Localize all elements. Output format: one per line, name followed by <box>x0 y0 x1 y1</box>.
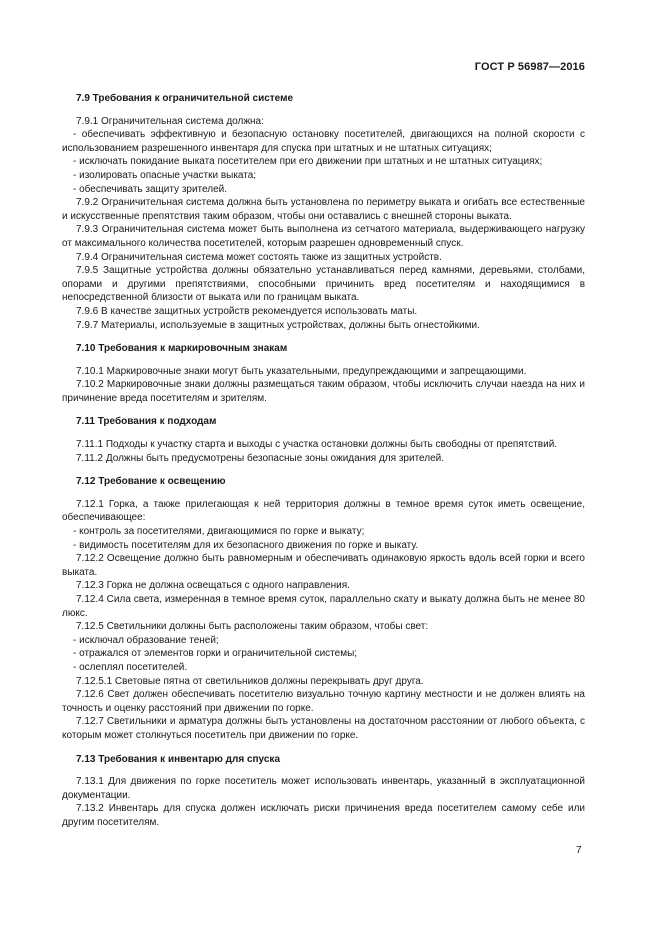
paragraph: 7.12.6 Свет должен обеспечивать посетителю визуально точную картину местности и не должен влиять на точность и оценку расстояний при движении по горке. <box>62 689 585 714</box>
paragraph: 7.12.7 Светильники и арматура должны быть установлены на достаточном расстоянии от любого объекта, с которым может столкнуться посетитель при движении по горке. <box>62 716 585 741</box>
paragraph: 7.13.1 Для движения по горке посетитель может использовать инвентарь, указанный в эксплуатационной документации. <box>62 776 585 801</box>
section <box>62 415 585 465</box>
paragraph: 7.10.2 Маркировочные знаки должны размещаться таким образом, чтобы исключить случаи наезда на них и причинение вреда посетителям и зрителям. <box>62 379 585 404</box>
paragraph: 7.12.5 Светильники должны быть расположены таким образом, чтобы свет: <box>76 621 429 633</box>
section-title: 7.10 Требования к маркировочным знакам <box>76 343 288 355</box>
paragraph: 7.9.2 Ограничительная система должна быть установлена по периметру выката и огибать все естественные и искусственные препятствия таким образом, чтобы они оставались с внешней стороны выката. <box>62 197 585 222</box>
paragraph: 7.11.1 Подходы к участку старта и выходы с участка остановки должны быть свободны от препятствий. <box>76 439 558 451</box>
list-item: - обеспечивать эффективную и безопасную остановку посетителей, двигающихся на полной скорости с использованием разрешенного инвентаря для спуска при штатных и не штатных ситуациях; <box>62 129 585 154</box>
paragraph: 7.9.3 Ограничительная система может быть выполнена из сетчатого материала, выдерживающего нагрузку от максимального количества посетителей, которым разрешен одновременный спуск. <box>62 224 585 249</box>
page-number: 7 <box>576 845 582 856</box>
paragraph: 7.10.1 Маркировочные знаки могут быть указательными, предупреждающими и запрещающими. <box>76 365 527 377</box>
paragraph: 7.12.5.1 Световые пятна от светильников должны перекрывать друг друга. <box>76 675 424 687</box>
paragraph: 7.12.3 Горка не должна освещаться с одного направления. <box>76 580 350 592</box>
document-body <box>62 92 585 840</box>
paragraph: 7.9.1 Ограничительная система должна: <box>76 115 264 127</box>
paragraph: 7.12.1 Горка, а также прилегающая к ней территория должны в темное время суток иметь освещение, обеспечивающее: <box>62 498 585 524</box>
paragraph: 7.9.5 Защитные устройства должны обязательно устанавливаться перед камнями, деревьями, столбами, опорами и другими препятствиями, способными причинить вред посетителям и находящимися в непосредственной близости от выката или по границам выката. <box>62 265 585 304</box>
section-title: 7.13 Требования к инвентарю для спуска <box>76 753 280 765</box>
list-item: - контроль за посетителями, двигающимися по горке и выкату; <box>73 526 365 538</box>
section <box>62 342 585 405</box>
list-item: - ослеплял посетителей. <box>73 661 188 673</box>
list-item: - отражался от элементов горки и ограничительной системы; <box>73 648 358 660</box>
section-title: 7.12 Требование к освещению <box>76 476 226 488</box>
paragraph: 7.12.4 Сила света, измеренная в темное время суток, параллельно скату и выкату должна быть не менее 80 люкс. <box>62 594 585 619</box>
paragraph: 7.12.2 Освещение должно быть равномерным и обеспечивать одинаковую яркость вдоль всей горки и всего выката. <box>62 553 585 578</box>
section <box>62 753 585 830</box>
paragraph: 7.11.2 Должны быть предусмотрены безопасные зоны ожидания для зрителей. <box>76 452 445 464</box>
section-title: 7.9 Требования к ограничительной системе <box>76 93 294 104</box>
paragraph: 7.13.2 Инвентарь для спуска должен исключать риски причинения вреда посетителем самому себе или другим посетителям. <box>62 803 585 828</box>
section <box>62 475 585 742</box>
list-item: - видимость посетителям для их безопасного движения по горке и выкату. <box>73 539 419 551</box>
paragraph: 7.9.6 В качестве защитных устройств рекомендуется использовать маты. <box>76 305 418 317</box>
list-item: - исключать покидание выката посетителем при его движении при штатных и не штатных ситуациях; <box>73 156 543 168</box>
document-header: ГОСТ Р 56987—2016 <box>474 61 585 73</box>
paragraph: 7.9.4 Ограничительная система может состоять также из защитных устройств. <box>76 251 442 263</box>
paragraph: 7.9.7 Материалы, используемые в защитных устройствах, должны быть огнестойкими. <box>76 319 480 331</box>
list-item: - исключал образование теней; <box>73 634 219 646</box>
list-item: - изолировать опасные участки выката; <box>73 169 257 181</box>
section-title: 7.11 Требования к подходам <box>76 416 217 428</box>
section <box>62 92 585 332</box>
list-item: - обеспечивать защиту зрителей. <box>73 183 228 195</box>
